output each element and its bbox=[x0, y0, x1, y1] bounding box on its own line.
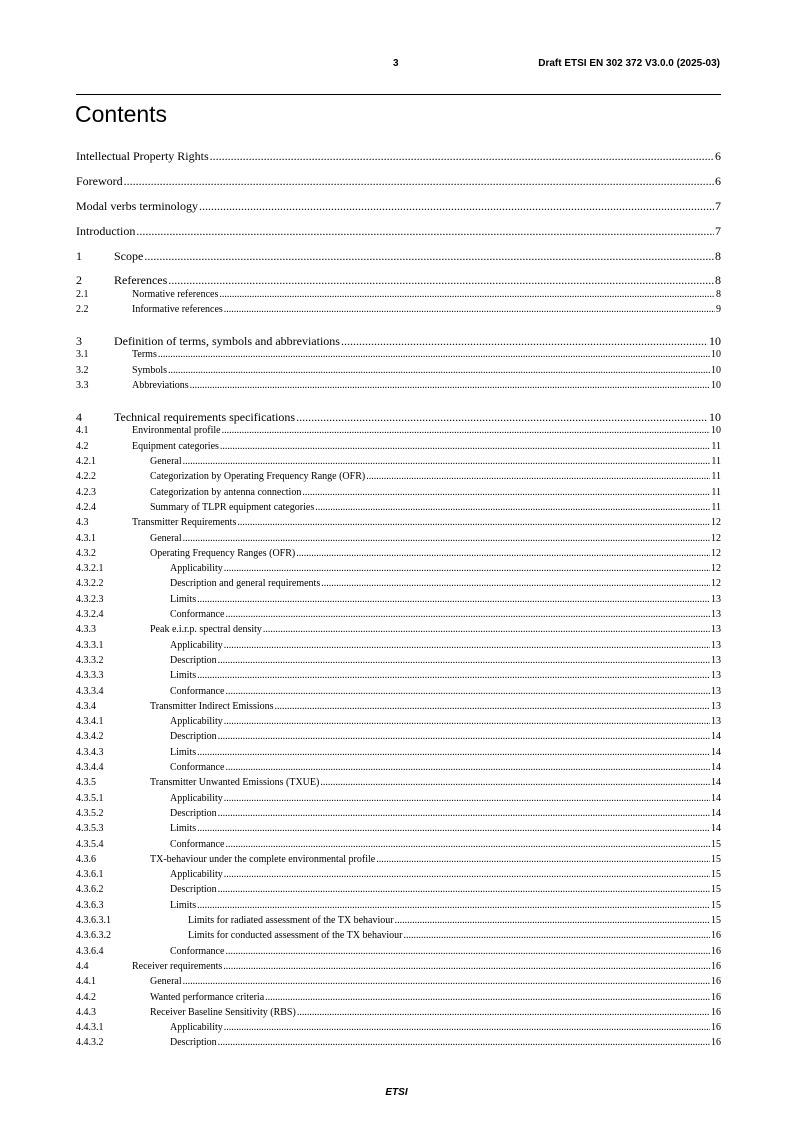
toc-entry-page: 14 bbox=[711, 731, 721, 743]
toc-entry-title: General bbox=[150, 532, 182, 544]
toc-dot-leader bbox=[225, 947, 710, 957]
toc-entry-page: 13 bbox=[711, 670, 721, 682]
toc-entry-title: Conformance bbox=[170, 762, 225, 773]
toc-entry[interactable] bbox=[76, 290, 721, 300]
toc-dot-leader bbox=[144, 250, 714, 262]
toc-entry[interactable] bbox=[76, 794, 721, 804]
toc-entry-page: 12 bbox=[711, 517, 721, 529]
toc-entry-number: 4.3.4.1 bbox=[76, 716, 104, 728]
toc-entry-number: 4.1 bbox=[76, 425, 89, 437]
toc-entry-number: 4.3.3.1 bbox=[76, 639, 104, 651]
toc-dot-leader bbox=[223, 962, 710, 972]
toc-entry-page: 13 bbox=[711, 593, 721, 605]
toc-entry[interactable] bbox=[76, 671, 721, 681]
toc-entry[interactable] bbox=[76, 366, 721, 376]
toc-dot-leader bbox=[297, 1008, 710, 1018]
toc-dot-leader bbox=[296, 411, 708, 423]
toc-entry[interactable] bbox=[76, 824, 721, 834]
toc-entry-page: 10 bbox=[709, 333, 721, 348]
toc-entry-number: 3.1 bbox=[76, 349, 89, 361]
toc-entry-page: 12 bbox=[711, 578, 721, 590]
toc-entry[interactable] bbox=[76, 778, 721, 788]
toc-entry[interactable] bbox=[76, 732, 721, 742]
toc-entry-page: 12 bbox=[711, 547, 721, 559]
toc-entry-page: 12 bbox=[711, 532, 721, 544]
toc-entry-page: 6 bbox=[715, 174, 721, 188]
toc-entry-page: 15 bbox=[711, 838, 721, 850]
toc-entry[interactable] bbox=[76, 977, 721, 987]
toc-entry-number: 4.3.3.4 bbox=[76, 685, 104, 697]
toc-entry-number: 4.3.3 bbox=[76, 624, 96, 636]
toc-entry-title: Equipment categories bbox=[132, 440, 219, 452]
toc-entry-page: 10 bbox=[711, 379, 721, 391]
toc-dot-leader bbox=[219, 290, 715, 300]
toc-entry-page: 14 bbox=[711, 823, 721, 835]
toc-entry[interactable] bbox=[76, 200, 721, 212]
toc-entry-title: Applicability bbox=[170, 563, 223, 575]
toc-entry-title: Modal verbs terminology bbox=[76, 199, 198, 213]
toc-entry-number: 4.3.5 bbox=[76, 777, 96, 789]
toc-entry-page: 13 bbox=[711, 609, 721, 620]
toc-dot-leader bbox=[225, 687, 710, 697]
toc-entry[interactable] bbox=[76, 717, 721, 727]
toc-entry-title: Conformance bbox=[170, 685, 225, 697]
toc-entry[interactable] bbox=[76, 457, 721, 467]
toc-entry-number: 4.3.5.2 bbox=[76, 807, 104, 819]
toc-entry-number: 4.2.1 bbox=[76, 456, 96, 467]
toc-dot-leader bbox=[190, 381, 710, 391]
toc-entry-page: 16 bbox=[711, 930, 721, 942]
toc-entry-title: Summary of TLPR equipment categories bbox=[150, 501, 315, 513]
toc-dot-leader bbox=[218, 1038, 710, 1048]
toc-entry-number: 4.3.3.2 bbox=[76, 654, 104, 666]
toc-dot-leader bbox=[376, 855, 710, 865]
toc-entry-title: Scope bbox=[114, 249, 144, 263]
toc-entry-number: 2.2 bbox=[76, 303, 89, 315]
toc-entry-number: 4.2.3 bbox=[76, 486, 96, 498]
toc-dot-leader bbox=[225, 840, 710, 850]
toc-entry-number: 4.3.2 bbox=[76, 547, 96, 559]
toc-entry[interactable] bbox=[76, 625, 721, 635]
toc-entry-number: 4.3.6.2 bbox=[76, 884, 104, 896]
toc-entry-number: 4.4.1 bbox=[76, 976, 96, 988]
toc-entry-title: General bbox=[150, 976, 182, 988]
toc-entry[interactable] bbox=[76, 274, 721, 286]
toc-dot-leader bbox=[197, 748, 710, 758]
toc-entry[interactable] bbox=[76, 855, 721, 865]
toc-entry-title: Transmitter Indirect Emissions bbox=[150, 700, 274, 712]
toc-entry-title: Peak e.i.r.p. spectral density bbox=[150, 624, 262, 636]
toc-dot-leader bbox=[302, 488, 710, 498]
toc-entry[interactable] bbox=[76, 579, 721, 589]
toc-entry[interactable] bbox=[76, 1023, 721, 1033]
toc-entry[interactable] bbox=[76, 503, 721, 513]
toc-entry[interactable] bbox=[76, 595, 721, 605]
toc-dot-leader bbox=[197, 671, 710, 681]
toc-entry-title: Conformance bbox=[170, 945, 225, 957]
toc-entry-title: Definition of terms, symbols and abbreviations bbox=[114, 333, 340, 348]
toc-entry-title: Description bbox=[170, 731, 217, 743]
toc-entry-title: Foreword bbox=[76, 174, 123, 188]
toc-entry[interactable] bbox=[76, 472, 721, 482]
toc-entry-title: Limits bbox=[170, 823, 197, 835]
toc-dot-leader bbox=[218, 885, 710, 895]
toc-dot-leader bbox=[224, 870, 710, 880]
toc-entry-page: 14 bbox=[711, 792, 721, 804]
toc-entry-title: Receiver Baseline Sensitivity (RBS) bbox=[150, 1006, 296, 1018]
toc-entry-title: Limits for radiated assessment of the TX behaviour bbox=[188, 915, 394, 926]
toc-entry-number: 4.3.2.1 bbox=[76, 563, 104, 575]
toc-dot-leader bbox=[168, 366, 710, 376]
toc-entry-number: 4.3.5.4 bbox=[76, 838, 104, 850]
toc-entry-page: 14 bbox=[711, 746, 721, 758]
toc-entry[interactable] bbox=[76, 1038, 721, 1048]
toc-dot-leader bbox=[158, 350, 710, 360]
page-header bbox=[76, 58, 720, 72]
toc-entry-page: 16 bbox=[711, 1037, 721, 1049]
toc-entry-page: 10 bbox=[711, 364, 721, 376]
toc-entry[interactable] bbox=[76, 962, 721, 972]
toc-entry-number: 4.3.6.4 bbox=[76, 945, 104, 957]
toc-dot-leader bbox=[263, 625, 710, 635]
toc-dot-leader bbox=[225, 763, 710, 773]
toc-entry[interactable] bbox=[76, 518, 721, 528]
toc-entry-number: 1 bbox=[76, 249, 82, 263]
page-footer: ETSI bbox=[385, 1087, 408, 1098]
toc-entry-title: Categorization by antenna connection bbox=[150, 486, 302, 498]
toc-entry[interactable] bbox=[76, 250, 721, 262]
toc-entry-number: 4.2.4 bbox=[76, 501, 96, 513]
toc-dot-leader bbox=[224, 305, 715, 315]
toc-entry-number: 4.3.6 bbox=[76, 853, 96, 865]
toc-entry-title: Applicability bbox=[170, 869, 223, 881]
toc-entry-page: 16 bbox=[711, 945, 721, 957]
toc-entry-page: 13 bbox=[711, 624, 721, 636]
toc-entry-number: 4.4.2 bbox=[76, 991, 96, 1003]
toc-dot-leader bbox=[237, 518, 710, 528]
toc-dot-leader bbox=[366, 472, 710, 482]
toc-entry-page: 13 bbox=[711, 639, 721, 651]
toc-entry-number: 4.3.4.2 bbox=[76, 731, 104, 743]
toc-entry-page: 15 bbox=[711, 915, 721, 926]
toc-entry[interactable] bbox=[76, 534, 721, 544]
toc-entry-page: 10 bbox=[709, 409, 721, 424]
toc-entry-number: 4.3 bbox=[76, 517, 89, 529]
toc-entry[interactable] bbox=[76, 411, 721, 423]
toc-entry-page: 13 bbox=[711, 654, 721, 666]
toc-dot-leader bbox=[220, 442, 710, 452]
toc-entry-title: Applicability bbox=[170, 639, 223, 651]
toc-entry-page: 14 bbox=[711, 777, 721, 789]
toc-dot-leader bbox=[321, 579, 710, 589]
toc-entry-page: 13 bbox=[711, 685, 721, 697]
toc-dot-leader bbox=[224, 641, 710, 651]
toc-entry-title: Abbreviations bbox=[132, 379, 189, 391]
toc-dot-leader bbox=[224, 717, 710, 727]
toc-dot-leader bbox=[124, 175, 714, 187]
toc-entry-title: Normative references bbox=[132, 288, 219, 300]
toc-entry[interactable] bbox=[76, 931, 721, 941]
toc-entry[interactable] bbox=[76, 150, 721, 162]
toc-entry-page: 12 bbox=[711, 563, 721, 575]
toc-entry[interactable] bbox=[76, 901, 721, 911]
toc-entry-title: Informative references bbox=[132, 303, 223, 315]
toc-entry[interactable] bbox=[76, 993, 721, 1003]
toc-entry-page: 8 bbox=[716, 288, 721, 300]
toc-entry-number: 4.4 bbox=[76, 960, 89, 972]
toc-entry[interactable] bbox=[76, 549, 721, 559]
toc-entry-title: Limits bbox=[170, 899, 197, 911]
toc-entry[interactable] bbox=[76, 870, 721, 880]
toc-entry[interactable] bbox=[76, 687, 721, 697]
toc-entry-page: 7 bbox=[715, 224, 721, 238]
toc-entry-number: 4.2.2 bbox=[76, 471, 96, 483]
toc-entry-number: 4.3.6.3 bbox=[76, 899, 104, 911]
toc-entry-page: 16 bbox=[711, 960, 721, 972]
toc-entry-number: 4.3.3.3 bbox=[76, 670, 104, 682]
toc-dot-leader bbox=[218, 656, 710, 666]
toc-entry-title: General bbox=[150, 456, 182, 467]
toc-entry-title: Description and general requirements bbox=[170, 578, 321, 590]
toc-entry-number: 3 bbox=[76, 333, 82, 348]
toc-entry-page: 7 bbox=[715, 199, 721, 213]
toc-entry-title: Symbols bbox=[132, 364, 168, 376]
toc-entry-number: 3.3 bbox=[76, 379, 89, 391]
toc-entry-number: 4.2 bbox=[76, 440, 89, 452]
toc-dot-leader bbox=[183, 977, 710, 987]
toc-dot-leader bbox=[183, 457, 711, 467]
toc-dot-leader bbox=[275, 702, 710, 712]
toc-entry[interactable] bbox=[76, 442, 721, 452]
toc-entry-title: Description bbox=[170, 654, 217, 666]
toc-entry[interactable] bbox=[76, 610, 721, 620]
toc-entry-page: 11 bbox=[711, 501, 721, 513]
toc-entry[interactable] bbox=[76, 350, 721, 360]
toc-dot-leader bbox=[210, 150, 714, 162]
toc-entry-page: 11 bbox=[711, 440, 721, 452]
toc-entry-number: 4.3.5.1 bbox=[76, 792, 104, 804]
page-number: 3 bbox=[393, 58, 399, 69]
toc-entry[interactable] bbox=[76, 175, 721, 187]
toc-entry[interactable] bbox=[76, 381, 721, 391]
toc-entry-title: Applicability bbox=[170, 716, 223, 728]
toc-entry-number: 4.3.6.1 bbox=[76, 869, 104, 881]
toc-dot-leader bbox=[224, 794, 710, 804]
toc-entry-title: Transmitter Unwanted Emissions (TXUE) bbox=[150, 777, 320, 789]
toc-entry-title: Terms bbox=[132, 349, 157, 361]
toc-entry-title: Applicability bbox=[170, 1022, 223, 1034]
toc-entry-page: 8 bbox=[715, 249, 721, 263]
toc-entry-page: 9 bbox=[716, 303, 721, 315]
toc-entry-title: Intellectual Property Rights bbox=[76, 149, 209, 163]
toc-entry-number: 4.3.2.4 bbox=[76, 609, 104, 620]
toc-entry[interactable] bbox=[76, 840, 721, 850]
toc-entry-title: Transmitter Requirements bbox=[132, 517, 237, 529]
toc-entry-number: 4.3.5.3 bbox=[76, 823, 104, 835]
toc-entry-title: Receiver requirements bbox=[132, 960, 223, 972]
toc-entry-title: Description bbox=[170, 1037, 217, 1049]
toc-entry-title: Applicability bbox=[170, 792, 223, 804]
toc-entry-page: 13 bbox=[711, 716, 721, 728]
toc-entry[interactable] bbox=[76, 1008, 721, 1018]
toc-entry-title: Technical requirements specifications bbox=[114, 409, 296, 424]
toc-entry-page: 8 bbox=[715, 273, 721, 287]
toc-entry-title: Description bbox=[170, 884, 217, 896]
toc-entry[interactable] bbox=[76, 763, 721, 773]
toc-dot-leader bbox=[225, 610, 710, 620]
header-rule bbox=[76, 94, 721, 95]
toc-entry[interactable] bbox=[76, 656, 721, 666]
toc-entry-page: 11 bbox=[711, 471, 721, 483]
toc-dot-leader bbox=[315, 503, 710, 513]
toc-entry-number: 2.1 bbox=[76, 288, 89, 300]
toc-entry-title: References bbox=[114, 273, 168, 287]
toc-entry[interactable] bbox=[76, 809, 721, 819]
toc-entry-number: 4.3.6.3.2 bbox=[76, 930, 111, 942]
toc-entry-page: 13 bbox=[711, 700, 721, 712]
toc-entry-number: 4.3.4.4 bbox=[76, 762, 104, 773]
toc-entry-page: 10 bbox=[711, 349, 721, 361]
toc-entry-title: Limits bbox=[170, 670, 197, 682]
toc-entry-page: 16 bbox=[711, 976, 721, 988]
toc-entry-page: 15 bbox=[711, 884, 721, 896]
toc-entry-title: Limits for conducted assessment of the TX behaviour bbox=[188, 930, 403, 942]
toc-dot-leader bbox=[404, 931, 711, 941]
toc-dot-leader bbox=[395, 916, 710, 926]
toc-entry-number: 3.2 bbox=[76, 364, 89, 376]
toc-entry-page: 14 bbox=[711, 807, 721, 819]
toc-dot-leader bbox=[199, 200, 714, 212]
toc-entry-page: 16 bbox=[711, 991, 721, 1003]
toc-entry-title: Description bbox=[170, 807, 217, 819]
page-title: Contents bbox=[75, 101, 168, 127]
toc-entry-number: 4.4.3 bbox=[76, 1006, 96, 1018]
toc-dot-leader bbox=[222, 426, 710, 436]
toc-dot-leader bbox=[224, 1023, 710, 1033]
toc-entry[interactable] bbox=[76, 488, 721, 498]
toc-entry-title: Operating Frequency Ranges (OFR) bbox=[150, 547, 296, 559]
toc-dot-leader bbox=[320, 778, 710, 788]
toc-entry-page: 15 bbox=[711, 853, 721, 865]
toc-dot-leader bbox=[296, 549, 710, 559]
toc-entry-page: 16 bbox=[711, 1022, 721, 1034]
toc-entry[interactable] bbox=[76, 885, 721, 895]
toc-dot-leader bbox=[341, 335, 708, 347]
toc-entry-number: 4.4.3.2 bbox=[76, 1037, 104, 1049]
toc-entry-page: 11 bbox=[711, 456, 721, 467]
toc-entry[interactable] bbox=[76, 426, 721, 436]
toc-entry-number: 4.3.6.3.1 bbox=[76, 915, 111, 926]
toc-dot-leader bbox=[224, 564, 710, 574]
toc-dot-leader bbox=[197, 595, 710, 605]
toc-entry-title: Categorization by Operating Frequency Range (OFR) bbox=[150, 471, 366, 483]
toc-entry[interactable] bbox=[76, 916, 721, 926]
toc-entry-number: 4.3.4 bbox=[76, 700, 96, 712]
toc-entry-title: Conformance bbox=[170, 609, 225, 620]
toc-dot-leader bbox=[197, 824, 710, 834]
toc-dot-leader bbox=[218, 732, 710, 742]
toc-entry[interactable] bbox=[76, 225, 721, 237]
toc-entry-number: 4 bbox=[76, 409, 82, 424]
toc-dot-leader bbox=[218, 809, 710, 819]
toc-entry-title: Limits bbox=[170, 746, 197, 758]
toc-entry-number: 4.3.2.3 bbox=[76, 593, 104, 605]
toc-entry-page: 15 bbox=[711, 899, 721, 911]
toc-entry-number: 4.3.1 bbox=[76, 532, 96, 544]
toc-entry-page: 6 bbox=[715, 149, 721, 163]
toc-dot-leader bbox=[197, 901, 710, 911]
toc-entry-page: 15 bbox=[711, 869, 721, 881]
toc-entry-title: TX-behaviour under the complete environmental profile bbox=[150, 853, 376, 865]
toc-entry-title: Wanted performance criteria bbox=[150, 991, 265, 1003]
toc-dot-leader bbox=[183, 534, 710, 544]
toc-entry[interactable] bbox=[76, 748, 721, 758]
toc-entry-title: Conformance bbox=[170, 838, 225, 850]
toc-entry[interactable] bbox=[76, 702, 721, 712]
toc-entry-page: 16 bbox=[711, 1006, 721, 1018]
toc-entry[interactable] bbox=[76, 305, 721, 315]
toc-entry-page: 14 bbox=[711, 762, 721, 773]
toc-entry-number: 4.4.3.1 bbox=[76, 1022, 104, 1034]
toc-entry-page: 11 bbox=[711, 486, 721, 498]
toc-entry-number: 2 bbox=[76, 273, 82, 287]
toc-dot-leader bbox=[168, 274, 714, 286]
toc-entry[interactable] bbox=[76, 564, 721, 574]
toc-entry-number: 4.3.4.3 bbox=[76, 746, 104, 758]
toc-entry-number: 4.3.2.2 bbox=[76, 578, 104, 590]
document-id: Draft ETSI EN 302 372 V3.0.0 (2025-03) bbox=[538, 58, 720, 69]
toc-entry-title: Environmental profile bbox=[132, 425, 221, 437]
toc-entry-title: Introduction bbox=[76, 224, 136, 238]
toc-dot-leader bbox=[136, 225, 714, 237]
toc-entry-title: Limits bbox=[170, 593, 197, 605]
toc-dot-leader bbox=[265, 993, 710, 1003]
toc-entry[interactable] bbox=[76, 641, 721, 651]
toc-entry-page: 10 bbox=[711, 425, 721, 437]
toc-entry[interactable] bbox=[76, 947, 721, 957]
toc-entry[interactable] bbox=[76, 335, 721, 347]
